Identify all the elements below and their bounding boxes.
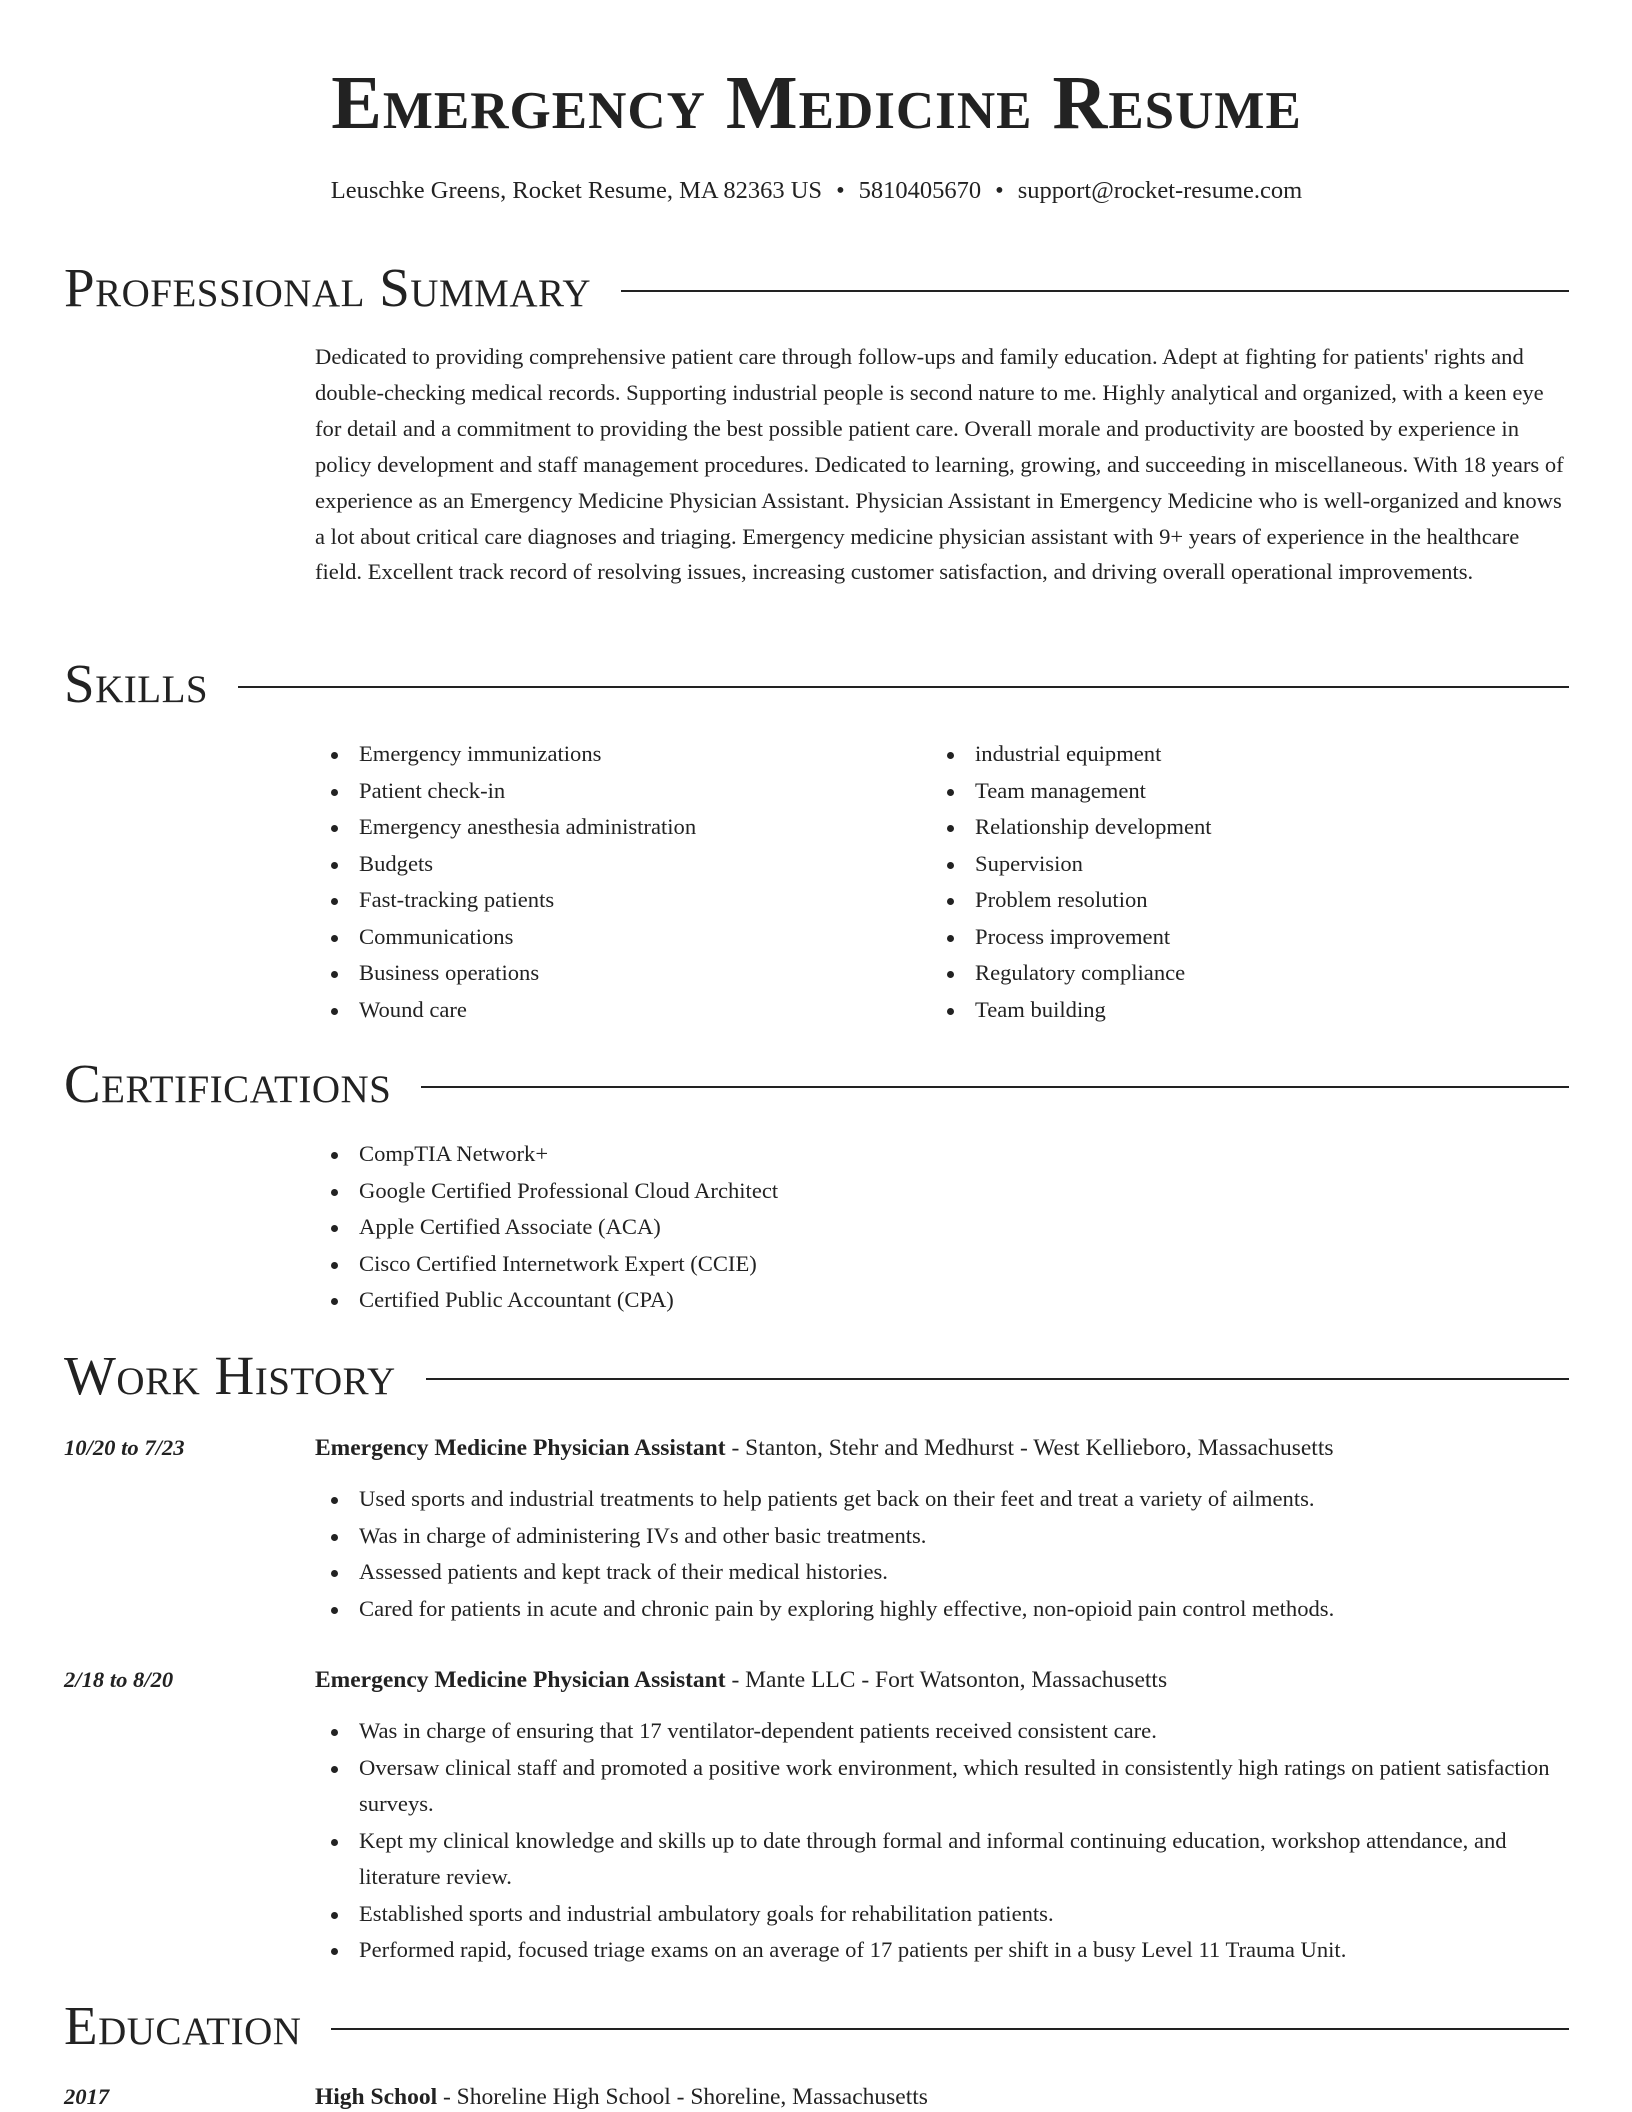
section-title-education: Education xyxy=(64,1995,302,2056)
section-header-skills xyxy=(64,652,1569,716)
list-item: Patient check-in xyxy=(315,773,915,810)
list-item: Was in charge of administering IVs and other basic treatments. xyxy=(315,1518,1569,1555)
skills-list-left xyxy=(315,736,915,1028)
job-title: Emergency Medicine Physician Assistant xyxy=(315,1667,726,1693)
education-degree: High School xyxy=(315,2084,438,2110)
job-employer: - Mante LLC - Fort Watsonton, Massachusetts xyxy=(725,1667,1168,1693)
list-item: Performed rapid, focused triage exams on an average of 17 patients per shift in a busy Level 11 Trauma Unit. xyxy=(315,1932,1569,1969)
contact-address: Leuschke Greens, Rocket Resume, MA 82363 US xyxy=(330,177,823,204)
list-item: Cisco Certified Internetwork Expert (CCIE) xyxy=(315,1246,778,1283)
section-title-skills: Skills xyxy=(64,653,209,714)
section-header-summary xyxy=(64,256,1569,320)
list-item: Google Certified Professional Cloud Architect xyxy=(315,1173,778,1210)
education-year: 2017 xyxy=(64,2084,110,2109)
list-item: Cared for patients in acute and chronic pain by exploring highly effective, non-opioid pain control methods. xyxy=(315,1591,1569,1628)
education-school: - Shoreline High School - Shoreline, Massachusetts xyxy=(437,2084,928,2110)
list-item: Assessed patients and kept track of their medical histories. xyxy=(315,1554,1569,1591)
list-item: Was in charge of ensuring that 17 ventilator-dependent patients received consistent care. xyxy=(315,1713,1569,1750)
list-item: Process improvement xyxy=(931,919,1531,956)
section-title-summary: Professional Summary xyxy=(64,257,592,318)
job-heading xyxy=(315,1431,1334,1465)
job-heading xyxy=(315,1663,1167,1697)
list-item: Certified Public Accountant (CPA) xyxy=(315,1282,778,1319)
skills-list-right xyxy=(931,736,1531,1028)
section-header-certifications xyxy=(64,1052,1569,1116)
contact-separator: • xyxy=(836,177,845,204)
list-item: Apple Certified Associate (ACA) xyxy=(315,1209,778,1246)
list-item: Supervision xyxy=(931,846,1531,883)
job-dates: 2/18 to 8/20 xyxy=(64,1667,174,1692)
job-bullets xyxy=(315,1713,1569,1969)
section-title-work-history: Work History xyxy=(64,1345,396,1406)
list-item: Wound care xyxy=(315,992,915,1029)
list-item: CompTIA Network+ xyxy=(315,1136,778,1173)
list-item: Emergency anesthesia administration xyxy=(315,809,915,846)
section-header-education xyxy=(64,1994,1569,2058)
list-item: Communications xyxy=(315,919,915,956)
list-item: Used sports and industrial treatments to help patients get back on their feet and treat a variety of ailments. xyxy=(315,1481,1569,1518)
list-item: Problem resolution xyxy=(931,882,1531,919)
section-divider xyxy=(331,2028,1569,2030)
education-heading xyxy=(315,2080,928,2112)
list-item: Emergency immunizations xyxy=(315,736,915,773)
certifications-list xyxy=(315,1136,778,1319)
resume-title: Emergency Medicine Resume xyxy=(331,61,1302,145)
contact-phone: 5810405670 xyxy=(858,177,982,204)
list-item: Team management xyxy=(931,773,1531,810)
job-dates: 10/20 to 7/23 xyxy=(64,1435,185,1460)
job-bullets xyxy=(315,1481,1569,1627)
section-divider xyxy=(621,290,1569,292)
list-item: Established sports and industrial ambulatory goals for rehabilitation patients. xyxy=(315,1896,1569,1933)
contact-line xyxy=(64,174,1569,208)
list-item: Kept my clinical knowledge and skills up to date through formal and informal continuing education, workshop attendance, and literature review. xyxy=(315,1823,1569,1896)
list-item: Oversaw clinical staff and promoted a positive work environment, which resulted in consistently high ratings on patient satisfaction surveys. xyxy=(315,1750,1569,1823)
list-item: industrial equipment xyxy=(931,736,1531,773)
section-header-work-history xyxy=(64,1344,1569,1408)
list-item: Regulatory compliance xyxy=(931,955,1531,992)
list-item: Business operations xyxy=(315,955,915,992)
list-item: Team building xyxy=(931,992,1531,1029)
summary-text: Dedicated to providing comprehensive patient care through follow-ups and family education. Adept at fighting for patients' rights and double-checking medical records. Supporting industrial people is second nature to me. Highly analytical and organized, with a keen eye for detail and a commitment to providing the best possible patient care. Overall morale and productivity are boosted by experience in policy development and staff management procedures. Dedicated to learning, growing, and succeeding in miscellaneous. With 18 years of experience as an Emergency Medicine Physician Assistant. Physician Assistant in Emergency Medicine who is well-organized and knows a lot about critical care diagnoses and triaging. Emergency medicine physician assistant with 9+ years of experience in the healthcare field. Excellent track record of resolving issues, increasing customer satisfaction, and driving overall operational improvements. xyxy=(315,344,1564,585)
section-divider xyxy=(421,1086,1569,1088)
section-divider xyxy=(238,686,1569,688)
section-divider xyxy=(426,1378,1569,1380)
list-item: Relationship development xyxy=(931,809,1531,846)
job-title: Emergency Medicine Physician Assistant xyxy=(315,1435,726,1461)
contact-separator: • xyxy=(995,177,1004,204)
job-employer: - Stanton, Stehr and Medhurst - West Kellieboro, Massachusetts xyxy=(725,1435,1334,1461)
contact-email: support@rocket-resume.com xyxy=(1017,177,1303,204)
list-item: Fast-tracking patients xyxy=(315,882,915,919)
list-item: Budgets xyxy=(315,846,915,883)
section-title-certifications: Certifications xyxy=(64,1053,392,1114)
